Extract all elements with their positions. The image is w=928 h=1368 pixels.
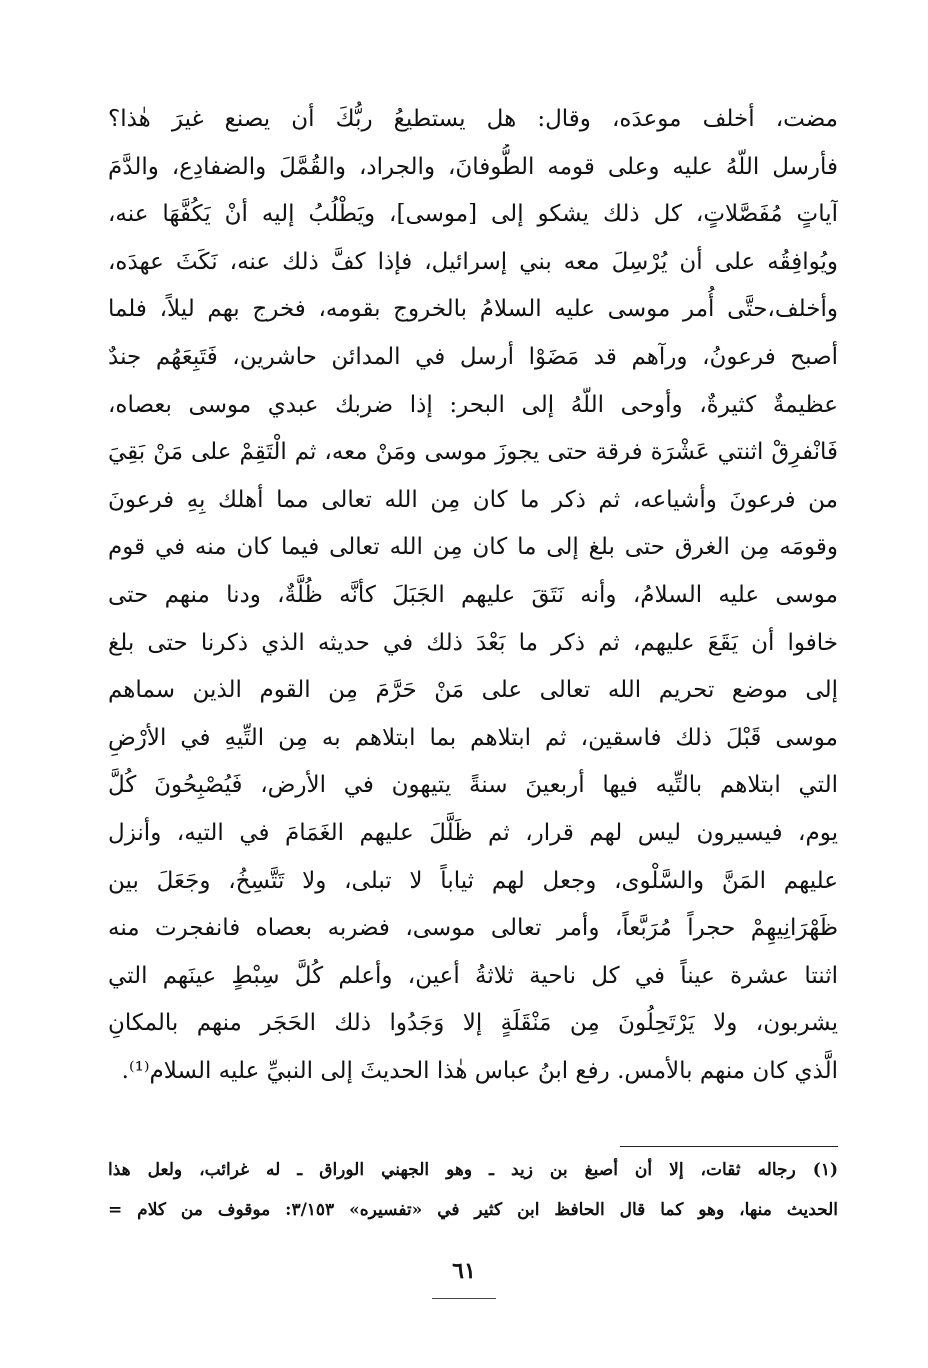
text-line: عليهم المَنَّ والسَّلْوى، وجعل لهم ثياباً لا تبلى، ولا تَتَّسِخُ، وجَعَلَ بين — [108, 867, 838, 894]
text-line: فَانْفرِقْ اثنتي عَشْرَة فرقة حتى يجوزَ موسى ومَنْ معه، ثم الْتَقِمْ على مَنْ بَقِيَ — [108, 439, 838, 466]
text-line: عظيمةٌ كثيرةٌ، وأوحى اللّهُ إلى البحر: إذا ضربك عبدي موسى بعصاه، — [108, 391, 838, 418]
text-line: يوم، فيسيرون ليس لهم قرار، ثم ظَلَّلَ عليهم الغَمَامَ في التيه، وأنزل — [108, 819, 838, 846]
text-line: مضت، أخلف موعدَه، وقال: هل يستطيعُ ربُّكَ أن يصنع غيرَ هٰذا؟ — [108, 106, 838, 132]
text-line: خافوا أن يَقَعَ عليهم، ثم ذكر ما بَعْدَ ذلك في حديثه الذي ذكرنا حتى بلغ — [108, 629, 838, 656]
text-line: ظَهْرَانِيهِمْ حجراً مُرَبَّعاً، وأمر تعالى موسى، فضربه بعصاه فانفجرت منه — [108, 915, 838, 942]
footnote-line: (١) رجاله ثقات، إلا أن أصبغ بن زيد ـ وهو الجهني الوراق ـ له غرائب، ولعل هذا — [108, 1160, 838, 1180]
text-line: ويُوافِقُه على أن يُرْسِلَ معه بني إسرائيل، فإذا كفَّ ذلك عنه، نَكَثَ عهدَه، — [108, 248, 838, 275]
text-line: وأخلف،حتَّى أُمر موسى عليه السلامُ بالخروج بقومه، فخرج بهم ليلاً، فلما — [108, 296, 838, 323]
footnotes-block — [108, 1150, 838, 1230]
text-line: فأرسل اللّهُ عليه وعلى قومه الطُّوفانَ، والجراد، والقُمَّلَ والضفادِع، والدَّمَ — [108, 153, 838, 180]
page-number-underline — [432, 1298, 496, 1299]
main-text-block — [108, 96, 838, 1095]
footnote-divider — [620, 1146, 838, 1147]
footnote-line: الحديث منها، وهو كما قال الحافظ ابن كثير في «تفسيره» ٣/١٥٣: موقوف من كلام = — [108, 1200, 838, 1220]
text-line: وقومَه مِن الغرق حتى بلغ إلى ما كان مِن الله تعالى فيما كان منه في قوم — [108, 534, 838, 561]
text-line: يشربون، ولا يَرْتَحِلُونَ مِن مَنْقَلَةٍ إلا وَجَدُوا ذلك الحَجَر منهم بالمكانِ — [108, 1010, 838, 1037]
text-line: أصبح فرعونُ، ورآهم قد مَضَوْا أرسل في المدائن حاشرين، فَتَبِعَهُم جندٌ — [108, 343, 838, 370]
text-line: من فرعونَ وأشياعه، ثم ذكر ما كان مِن الله تعالى مما أهلك بِهِ فرعونَ — [108, 486, 838, 513]
text-line: موسى عليه السلامُ، وأنه نَتَقَ عليهم الجَبَلَ كأنَّه ظُلَّةٌ، ودنا منهم حتى — [108, 581, 838, 608]
text-line: اثنتا عشرة عيناً في كل ناحية ثلاثةُ أعين، وأعلم كُلَّ سِبْطٍ عينَهم التي — [108, 962, 838, 989]
page-number: ٦١ — [452, 1258, 476, 1284]
text-line-last: الَّذي كان منهم بالأمس. رفع ابنُ عباس هٰذا الحديثَ إلى النبيِّ عليه السلام⁽¹⁾. — [121, 1057, 838, 1084]
text-line: آياتٍ مُفَصَّلاتٍ، كل ذلك يشكو إلى [موسى]، ويَطْلُبُ إليه أنْ يَكُفَّهَا عنه، — [108, 201, 838, 228]
text-line: موسى قَبْلَ ذلك فاسقين، ثم ابتلاهم بما ابتلاهم به مِن التِّيهِ في الأرْضِ — [108, 724, 838, 751]
text-line: التي ابتلاهم بالتِّيه فيها أربعينَ سنةً يتيهون في الأرض، فَيُصْبِحُونَ كُلَّ — [108, 772, 838, 799]
text-line: إلى موضع تحريم الله تعالى على مَنْ حَرَّمَ مِن القوم الذين سماهم — [108, 677, 838, 704]
